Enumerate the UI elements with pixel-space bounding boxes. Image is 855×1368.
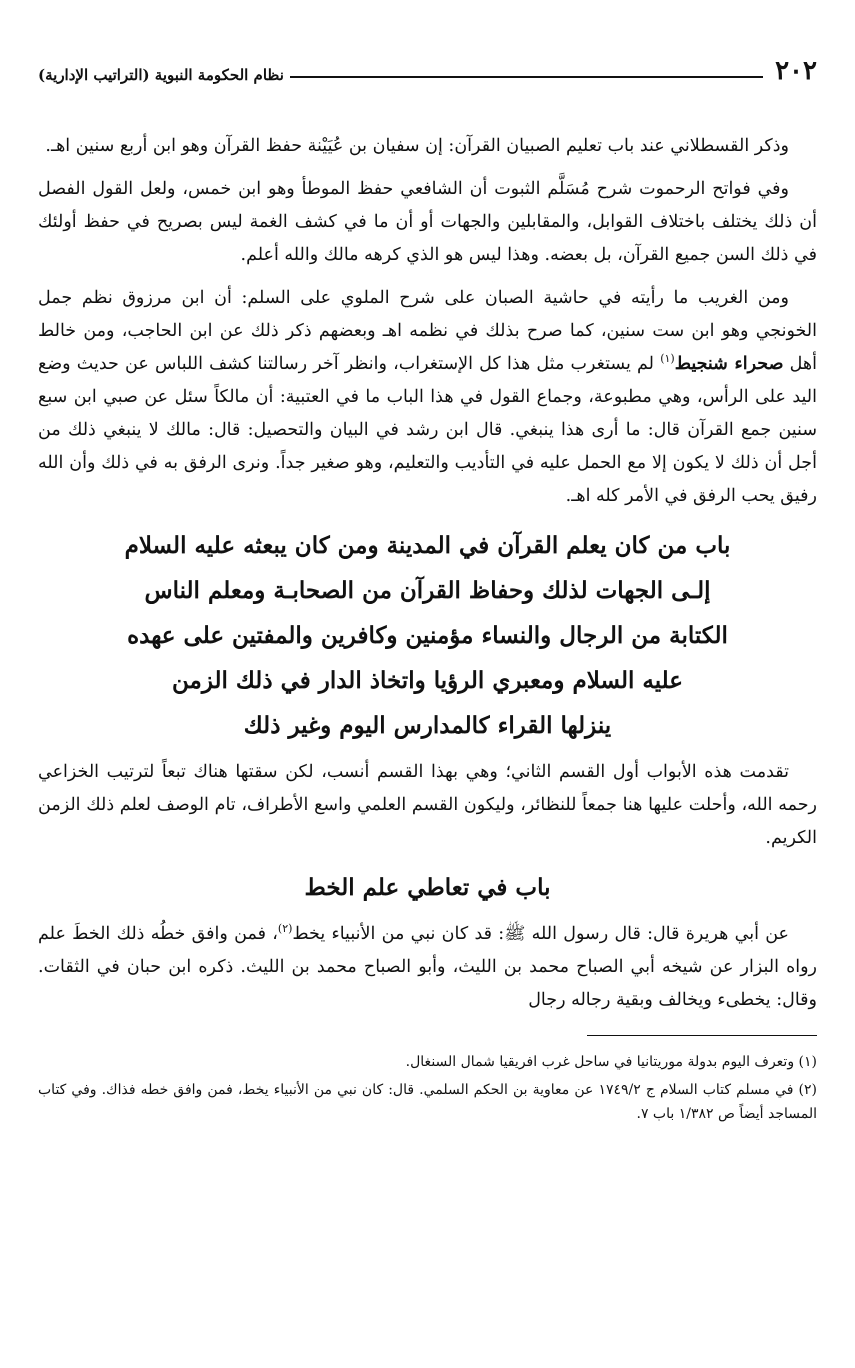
paragraph-3-text-b: لم يستغرب مثل هذا كل الإستغراب، وانظر آخر رسالتنا كشف اللباس عن حديث وضع اليد على الرأس، وهي مطبوعة، وجماع القول في هذا الباب ما في العتبية: أن مالكاً سئل عن صبي ابن سبع سنين جمع القرآن قال: ما أرى هذا ينبغي. قال ابن رشد في البيان والتحصيل: قال: مالك لا ينبغي ذلك من أجل أن ذلك لا يكون إلا مع الحمل عليه في التأديب والتعليم، وهو صغير جداً. ونرى الرفق به في ذلك وأن الله رفيق يحب الرفق في الأمر كله اهـ. <box>38 354 817 506</box>
paragraph-5 <box>38 918 817 1017</box>
header-rule <box>290 76 763 78</box>
paragraph-3-text-a: ومن الغريب ما رأيته في حاشية الصبان على شرح الملوي على السلم: أن ابن مرزوق نظم جمل الخونجي وهو ابن ست سنين، كما صرح بذلك في نظمه اهـ وبعضهم ذكر ذلك عن ابن الحاجب، ومن خالط أهل <box>38 288 817 374</box>
chapter-heading-line: عليه السلام ومعبري الرؤيا واتخاذ الدار في ذلك الزمن <box>172 667 683 694</box>
paragraph-3-bold-term: صحراء شنجيط <box>674 354 784 374</box>
paragraph-5-text-b: ، فمن وافق خطُه ذلك الخطَ علم رواه البزار عن شيخه أبي الصباح محمد بن الليث، وأبو الصباح محمد بن الليث. ذكره ابن حبان في الثقات. وقال: يخطىء ويخالف وبقية رجاله رجال <box>38 924 817 1010</box>
chapter-heading-line: الكتابة من الرجال والنساء مؤمنين وكافرين والمفتين على عهده <box>127 622 728 649</box>
footnote-ref-1[interactable]: (١) <box>660 352 675 366</box>
footnotes <box>38 1050 817 1126</box>
paragraph-5-text-a: عن أبي هريرة قال: قال رسول الله ﷺ: قد كان نبي من الأنبياء يخط <box>292 924 790 944</box>
footnote-ref-2[interactable]: (٢) <box>277 922 293 936</box>
paragraph-1: وذكر القسطلاني عند باب تعليم الصبيان القرآن: إن سفيان بن عُيَيْنة حفظ القرآن وهو ابن أربع سنين اهـ. <box>45 136 789 156</box>
footnote-2: (٢) في مسلم كتاب السلام ج ١٧٤٩/٢ عن معاوية بن الحكم السلمي. قال: كان نبي من الأنبياء يخط، فمن وافق خطه فذاك. وفي كتاب المساجد أيضاً ص ١/٣٨٢ باب ٧. <box>38 1082 817 1122</box>
body-text <box>38 130 817 1017</box>
running-header <box>38 44 817 84</box>
paragraph-2: وفي فواتح الرحموت شرح مُسَلَّم الثبوت أن الشافعي حفظ الموطأ وهو ابن خمس، ولعل القول الفصل أن ذلك يختلف باختلاف القوابل، والمقابلين والجهات أو أن ما في كشف الغمة ليس بصريح في حفظ أولئك في ذلك السن جميع القرآن، بل بعضه. وهذا ليس هو الذي كرهه مالك والله أعلم. <box>38 179 817 265</box>
book-page <box>38 44 817 1338</box>
paragraph-4: تقدمت هذه الأبواب أول القسم الثاني؛ وهي بهذا القسم أنسب، لكن سقتها هناك تبعاً لترتيب الخزاعي رحمه الله، وأحلت عليها هنا جمعاً للنظائر، وليكون القسم العلمي واسع الأطراف، تام الوصف لعلم ذلك الزمن الكريم. <box>38 762 817 848</box>
chapter-heading-line: إلـى الجهات لذلك وحفاظ القرآن من الصحابـة ومعلم الناس <box>144 577 711 604</box>
paragraph-3 <box>38 282 817 513</box>
page-number: ٢٠٢ <box>775 56 817 86</box>
header-title: نظام الحكومة النبوية (التراتيب الإدارية) <box>38 66 284 84</box>
chapter-heading-line: ينزلها القراء كالمدارس اليوم وغير ذلك <box>243 712 612 739</box>
section-heading: باب في تعاطي علم الخط <box>304 874 551 901</box>
footnote-divider <box>587 1035 817 1036</box>
chapter-heading-line: باب من كان يعلم القرآن في المدينة ومن كان يبعثه عليه السلام <box>124 532 731 559</box>
footnote-1: (١) وتعرف اليوم بدولة موريتانيا في ساحل غرب افريقيا شمال السنغال. <box>405 1054 817 1070</box>
chapter-heading <box>38 523 817 748</box>
